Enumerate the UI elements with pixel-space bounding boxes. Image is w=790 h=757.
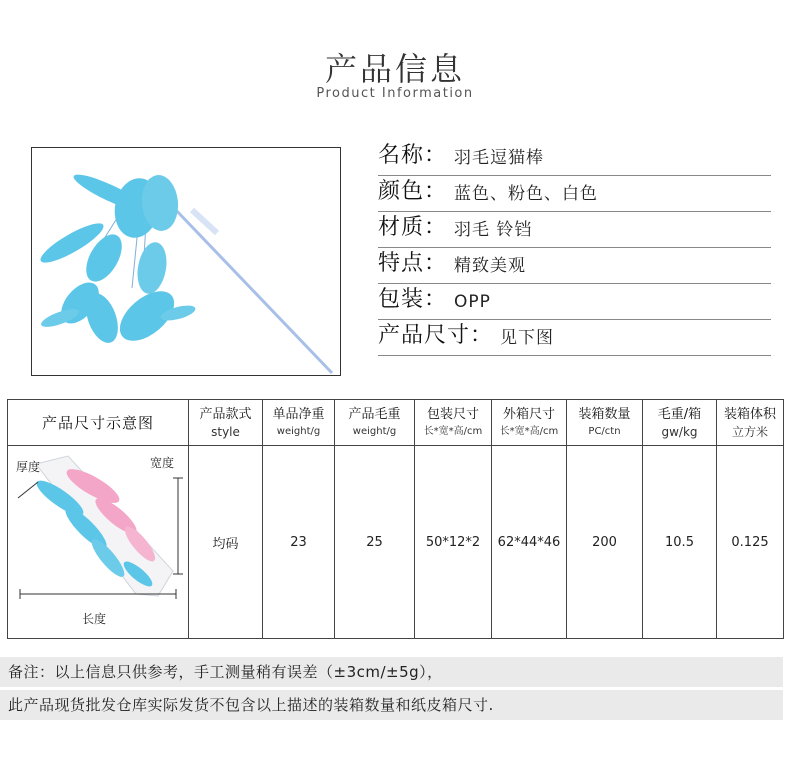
page-subtitle: Product Information — [316, 86, 474, 101]
table-header-label: 装箱体积 — [723, 406, 776, 422]
product-photo — [31, 147, 341, 376]
table-header-sublabel: PC/ctn — [588, 425, 621, 437]
table-header-label: 产品尺寸示意图 — [41, 414, 154, 432]
table-header-sublabel: 立方米 — [731, 424, 768, 439]
table-cell-net-weight: 23 — [263, 446, 335, 639]
table-cell-carton-weight: 10.5 — [643, 446, 717, 639]
spec-row-material — [378, 212, 771, 248]
table-cell-gross-weight: 25 — [335, 446, 415, 639]
table-header-cell — [8, 400, 189, 446]
table-row — [8, 446, 784, 639]
table-header-label: 单品净重 — [272, 406, 325, 422]
spec-value: 见下图 — [500, 328, 555, 348]
table-cell-carton-volume: 0.125 — [717, 446, 784, 639]
spec-colon: ： — [424, 251, 447, 276]
table-cell-style: 均码 — [189, 446, 263, 639]
width-label: 宽度 — [150, 456, 175, 470]
spec-row-name — [378, 140, 771, 176]
table-header-label: 包装尺寸 — [426, 406, 479, 422]
size-diagram-cell — [8, 446, 189, 639]
table-cell-carton-qty: 200 — [567, 446, 643, 639]
spec-row-feature — [378, 248, 771, 284]
page-title: 产品信息 — [324, 50, 465, 88]
table-header-cell — [643, 400, 717, 446]
spec-label: 材质 — [378, 215, 425, 240]
table-header-sublabel: gw/kg — [661, 424, 698, 439]
spec-row-size — [378, 320, 771, 356]
spec-value: 蓝色、粉色、白色 — [454, 184, 599, 204]
table-header-sublabel: 长*宽*高/cm — [499, 425, 559, 437]
note-line-1: 备注：以上信息只供参考，手工测量稍有误差（±3cm/±5g）， — [0, 657, 783, 687]
table-header-sublabel: weight/g — [276, 425, 321, 437]
spec-label: 特点 — [378, 251, 425, 276]
table-header-cell — [415, 400, 492, 446]
dimensions-table — [7, 399, 784, 639]
table-header-label: 装箱数量 — [578, 406, 631, 422]
spec-value: 精致美观 — [454, 256, 527, 276]
spec-row-color — [378, 176, 771, 212]
table-header-label: 产品毛重 — [348, 406, 401, 422]
spec-colon: ： — [424, 179, 447, 204]
table-header-cell — [492, 400, 567, 446]
note-line-2: 此产品现货批发仓库实际发货不包含以上描述的装箱数量和纸皮箱尺寸. — [0, 690, 783, 720]
spec-colon: ： — [424, 287, 447, 312]
table-header-sublabel: 长*宽*高/cm — [423, 425, 483, 437]
table-header-cell — [189, 400, 263, 446]
table-header-label: 外箱尺寸 — [502, 406, 555, 422]
spec-colon: ： — [470, 323, 493, 348]
table-header-sublabel: weight/g — [352, 425, 397, 437]
table-header-cell — [717, 400, 784, 446]
table-header-label: 毛重/箱 — [657, 406, 702, 422]
table-header-cell — [567, 400, 643, 446]
spec-colon: ： — [424, 143, 447, 168]
spec-label: 产品尺寸 — [378, 323, 471, 348]
table-cell-package-size: 50*12*2 — [415, 446, 492, 639]
length-label: 长度 — [82, 612, 107, 626]
spec-label: 包装 — [378, 287, 425, 312]
spec-value: 羽毛 铃铛 — [454, 220, 533, 240]
thickness-label: 厚度 — [16, 460, 41, 474]
table-cell-carton-size: 62*44*46 — [492, 446, 567, 639]
spec-label: 名称 — [378, 143, 425, 168]
table-header-cell — [263, 400, 335, 446]
spec-colon: ： — [424, 215, 447, 240]
spec-value: 羽毛逗猫棒 — [454, 148, 545, 168]
table-header-row — [8, 400, 784, 446]
spec-label: 颜色 — [378, 179, 425, 204]
table-header-cell — [335, 400, 415, 446]
spec-value: OPP — [454, 292, 491, 312]
spec-row-package — [378, 284, 771, 320]
table-header-sublabel: style — [211, 424, 240, 439]
table-header-label: 产品款式 — [199, 406, 252, 422]
spec-list — [378, 140, 771, 356]
